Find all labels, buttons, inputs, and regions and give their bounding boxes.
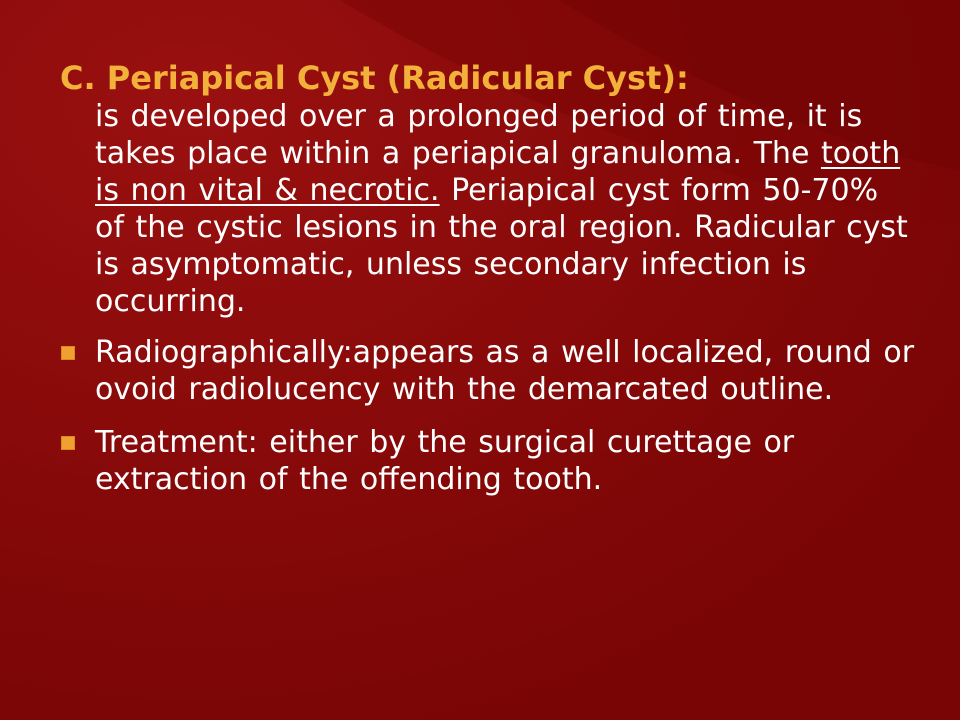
slide-content <box>60 58 940 514</box>
bullet-item-treatment <box>60 424 915 498</box>
intro-text-part1: is developed over a prolonged period of time, it is takes place within a periapical granuloma. The <box>95 99 863 171</box>
bullet-text: Treatment: either by the surgical curettage or extraction of the offending tooth. <box>95 425 795 497</box>
intro-text-part2: Periapical cyst form 50-70% of the cystic lesions in the oral region. Radicular cyst is asymptomatic, unless secondary infection is occurring. <box>95 173 908 319</box>
bullet-text: Radiographically:appears as a well localized, round or ovoid radiolucency with the demarcated outline. <box>95 335 915 407</box>
bullet-list <box>60 334 940 498</box>
bullet-item-radiography <box>60 334 915 408</box>
square-bullet-icon <box>61 436 75 450</box>
square-bullet-icon <box>61 346 75 360</box>
slide-heading: C. Periapical Cyst (Radicular Cyst): <box>60 59 689 97</box>
intro-paragraph <box>95 98 915 320</box>
intro-underlined-text: tooth is non vital & necrotic. <box>95 136 901 208</box>
